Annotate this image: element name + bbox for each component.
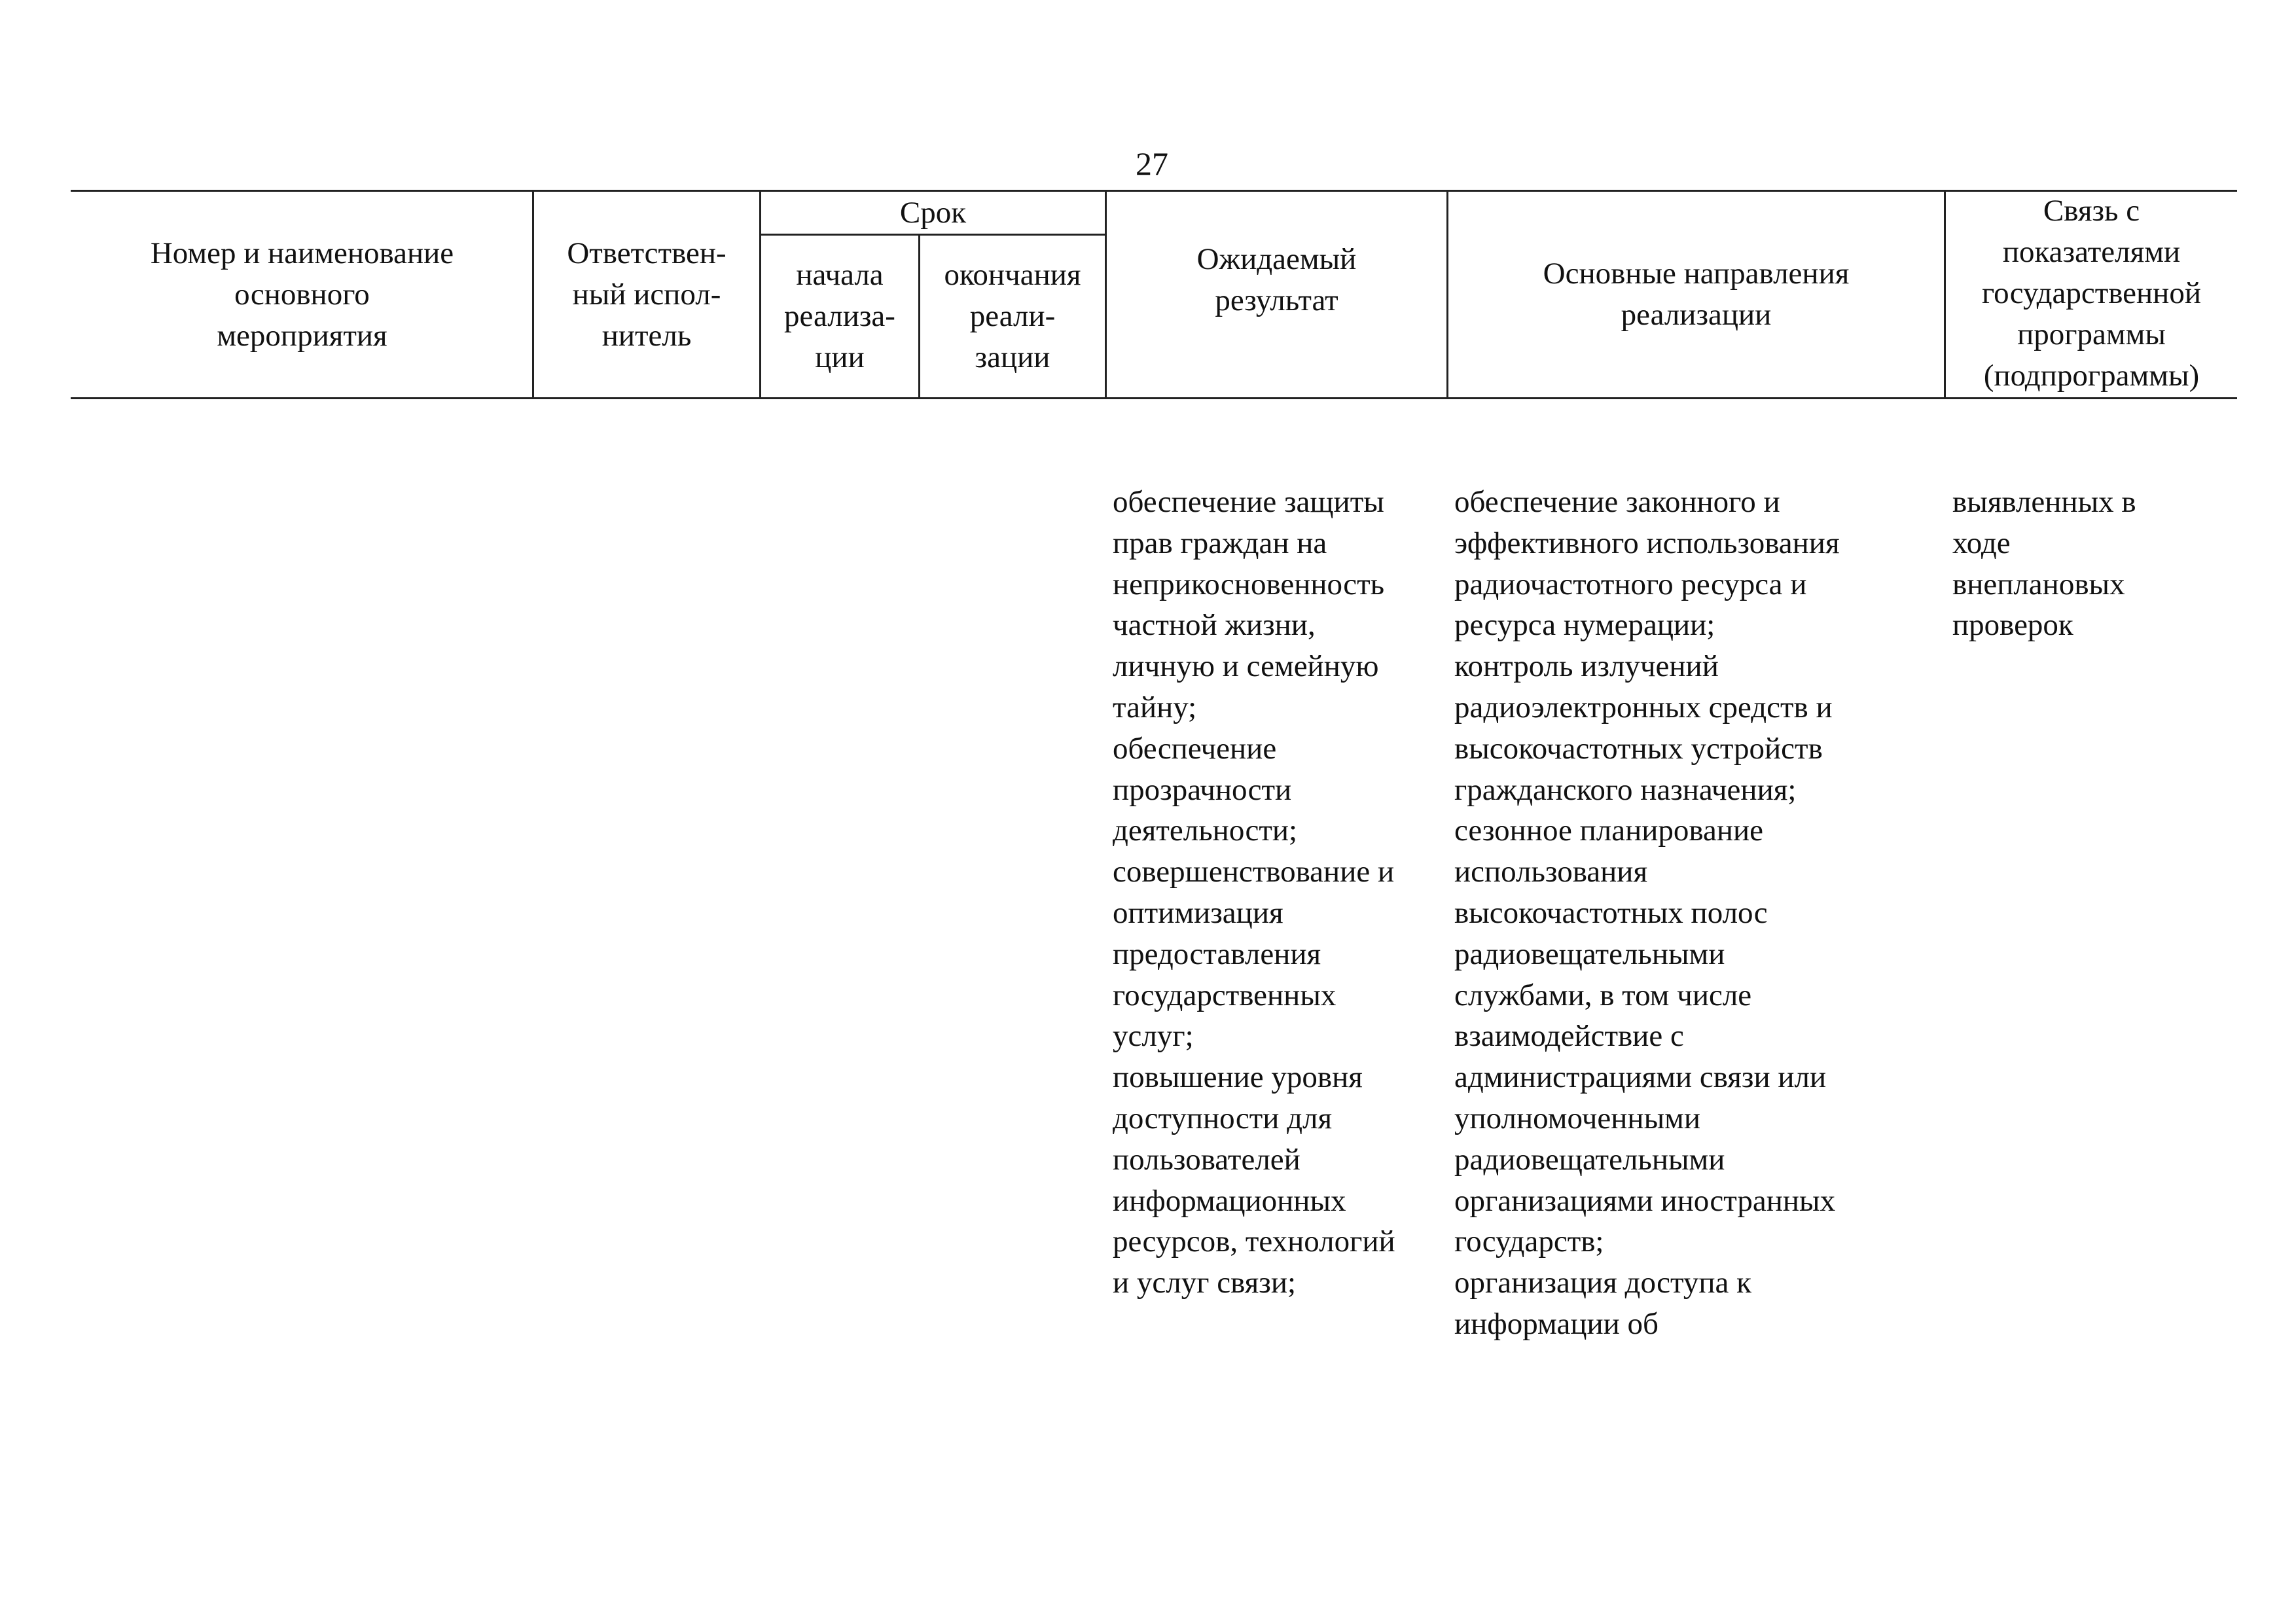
header-directions-text: Основные направления реализации bbox=[1543, 257, 1850, 332]
page-number: 27 bbox=[1136, 145, 1168, 182]
directions-cell: обеспечение законного и эффективного использования радиочастотного ресурса и ресурса нумерации; контроль излучений радиоэлектронных средств и высокочастотных устройств гражданского назначения; сезонное планирование использования высокочастотных полос радиовещательными службами, в том числе взаимодействие с администрациями связи или уполномоченными радиовещательными организациями иностранных государств; организация доступа к информации об bbox=[1454, 485, 1840, 1341]
header-number-name bbox=[72, 192, 532, 397]
header-number-name-text: Номер и наименование основного мероприятия bbox=[150, 236, 454, 353]
header-term bbox=[761, 192, 1105, 234]
header-term-end bbox=[920, 236, 1105, 397]
header-expected-result bbox=[1107, 192, 1446, 368]
header-expected-result-text: Ожидаемый результат bbox=[1196, 241, 1357, 317]
header-directions bbox=[1448, 192, 1944, 397]
expected-result-cell: обеспечение защиты прав граждан на неприкосновенность частной жизни, личную и семейную тайну; обеспечение прозрачности деятельности; совершенствование и оптимизация предоставления государственных услуг; повышение уровня доступности для пользователей информационных ресурсов, технологий и услуг связи; bbox=[1113, 485, 1395, 1300]
header-term-start bbox=[761, 236, 918, 397]
header-executor-text: Ответствен- ный испол- нитель bbox=[567, 236, 726, 353]
header-link-indicators-text: Связь с показателями государственной программы (подпрограммы) bbox=[1982, 194, 2201, 393]
header-term-end-text: окончания реали- зации bbox=[944, 258, 1081, 374]
table-header-bottom-border bbox=[71, 397, 2237, 399]
header-link-indicators bbox=[1946, 190, 2237, 397]
header-term-start-text: начала реализа- ции bbox=[784, 258, 895, 374]
header-executor bbox=[534, 192, 759, 397]
link-indicators-cell: выявленных в ходе внеплановых проверок bbox=[1952, 485, 2136, 643]
header-term-text: Срок bbox=[899, 195, 967, 230]
